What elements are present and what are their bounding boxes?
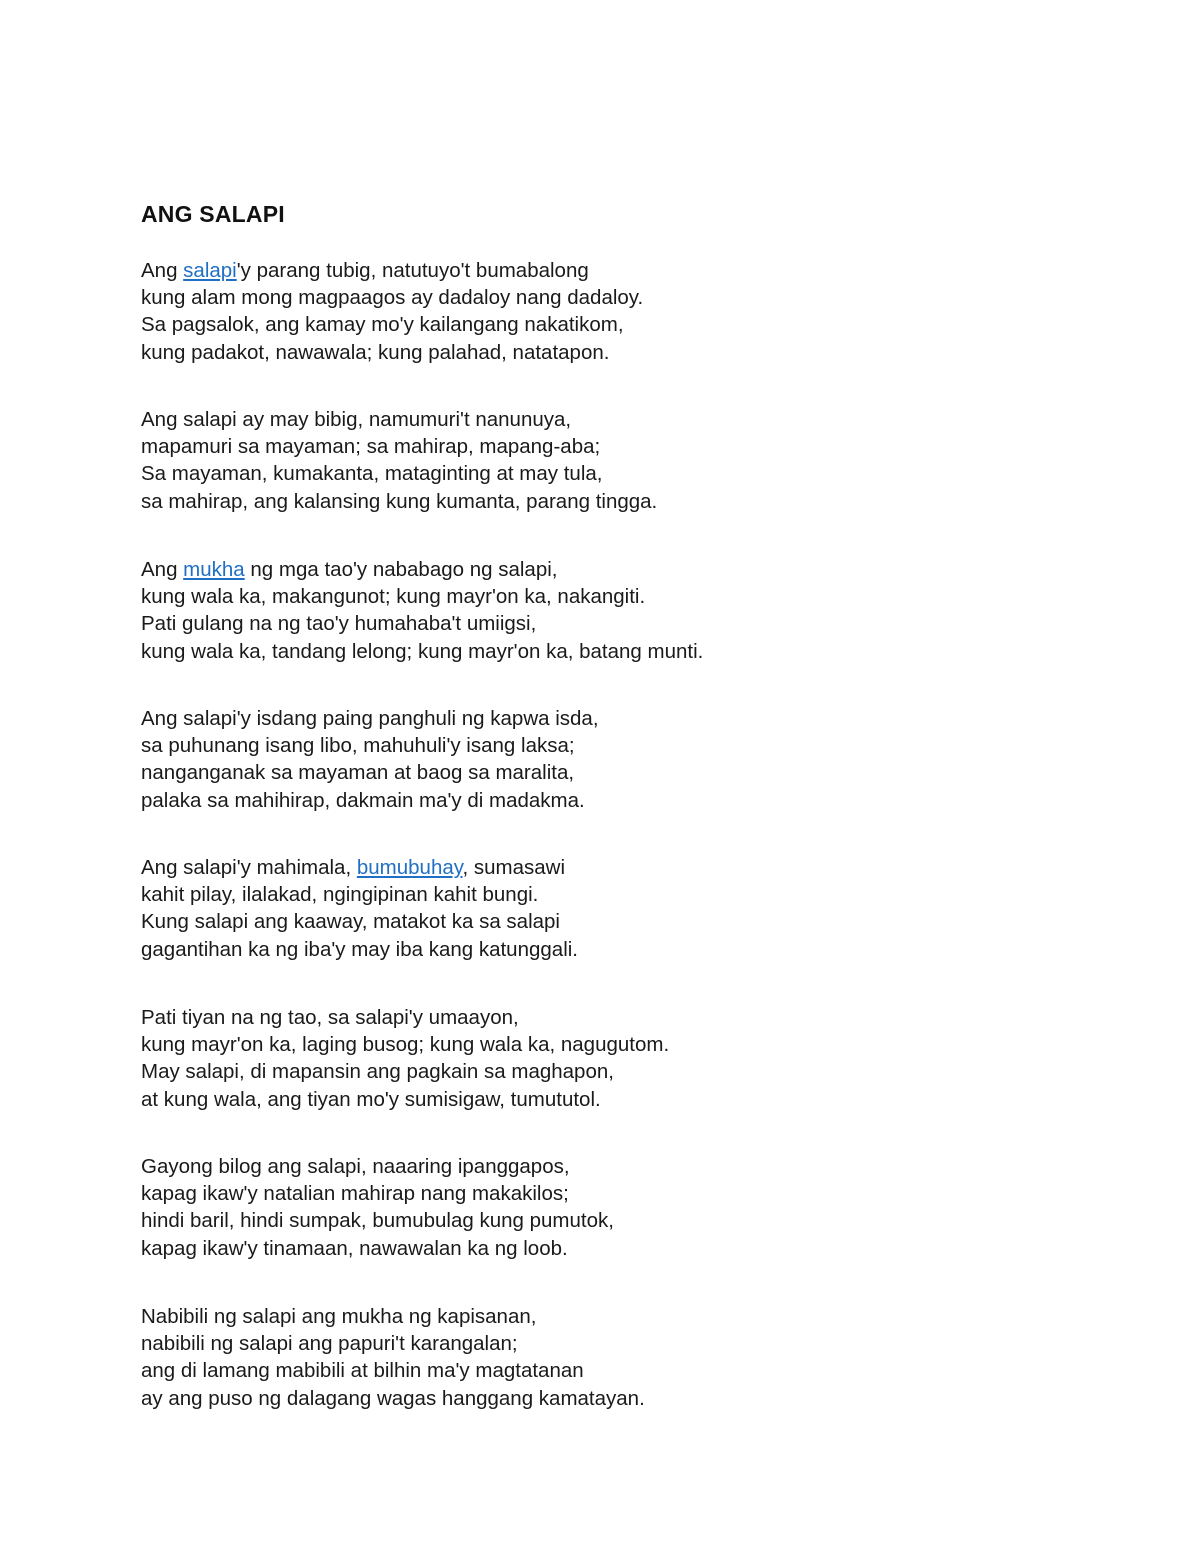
stanza-line: gagantihan ka ng iba'y may iba kang katunggali. xyxy=(141,937,578,961)
stanza-line: Nabibili ng salapi ang mukha ng kapisanan, xyxy=(141,1305,537,1328)
stanza-line: kahit pilay, ilalakad, ngingipinan kahit bungi. xyxy=(141,883,539,907)
poem-title: ANG SALAPI xyxy=(141,201,285,227)
stanza-line: Ang mukha ng mga tao'y nababago ng salapi, xyxy=(141,558,558,581)
stanza-line: kapag ikaw'y tinamaan, nawawalan ka ng loob. xyxy=(141,1236,568,1260)
mukha-link[interactable]: mukha xyxy=(183,558,245,581)
stanza-8 xyxy=(141,1303,645,1412)
bumubuhay-link[interactable]: bumubuhay xyxy=(356,856,463,879)
stanza-line: Ang salapi'y mahimala, bumubuhay, sumasawi xyxy=(141,856,566,879)
stanza-line: May salapi, di mapansin ang pagkain sa maghapon, xyxy=(141,1060,614,1084)
stanza-line: Kung salapi ang kaaway, matakot ka sa salapi xyxy=(141,910,560,934)
stanza-line: kung wala ka, makangunot; kung mayr'on ka, nakangiti. xyxy=(141,585,646,609)
stanza-1 xyxy=(141,257,643,366)
stanza-line: nanganganak sa mayaman at baog sa maralita, xyxy=(141,761,575,785)
stanza-line: nabibili ng salapi ang papuri't karangalan; xyxy=(141,1332,518,1356)
stanza-6 xyxy=(141,1004,669,1113)
stanza-line: ay ang puso ng dalagang wagas hanggang kamatayan. xyxy=(141,1386,645,1410)
stanza-line: Sa mayaman, kumakanta, mataginting at may tula, xyxy=(141,462,603,486)
stanza-2 xyxy=(141,406,657,515)
stanza-line: sa puhunang isang libo, mahuhuli'y isang laksa; xyxy=(141,734,575,758)
stanza-7 xyxy=(141,1153,614,1262)
stanza-line: ang di lamang mabibili at bilhin ma'y magtatanan xyxy=(141,1359,584,1383)
stanza-line: Ang salapi ay may bibig, namumuri't nanunuya, xyxy=(141,408,572,431)
stanza-4 xyxy=(141,705,599,814)
stanza-line: Pati gulang na ng tao'y humahaba't umiigsi, xyxy=(141,612,537,636)
stanza-line: kung padakot, nawawala; kung palahad, natatapon. xyxy=(141,340,610,364)
stanza-line: sa mahirap, ang kalansing kung kumanta, parang tingga. xyxy=(141,489,658,513)
stanza-line: palaka sa mahihirap, dakmain ma'y di madakma. xyxy=(141,788,585,812)
stanza-3 xyxy=(141,556,703,665)
stanza-line: hindi baril, hindi sumpak, bumubulag kung pumutok, xyxy=(141,1209,614,1233)
stanza-5 xyxy=(141,854,578,963)
stanza-line: Ang salapi'y parang tubig, natutuyo't bumabalong xyxy=(141,259,589,282)
stanza-line: kapag ikaw'y natalian mahirap nang makakilos; xyxy=(141,1182,569,1206)
salapi-link[interactable]: salapi xyxy=(183,259,237,282)
stanza-line: Sa pagsalok, ang kamay mo'y kailangang nakatikom, xyxy=(141,313,624,337)
stanza-line: at kung wala, ang tiyan mo'y sumisigaw, tumututol. xyxy=(141,1087,601,1111)
stanza-line: mapamuri sa mayaman; sa mahirap, mapang-aba; xyxy=(141,435,601,459)
stanza-line: kung wala ka, tandang lelong; kung mayr'on ka, batang munti. xyxy=(141,639,704,663)
stanza-line: Gayong bilog ang salapi, naaaring ipanggapos, xyxy=(141,1155,570,1178)
stanza-line: Ang salapi'y isdang paing panghuli ng kapwa isda, xyxy=(141,707,599,730)
stanza-line: kung mayr'on ka, laging busog; kung wala ka, nagugutom. xyxy=(141,1033,670,1057)
stanza-line: kung alam mong magpaagos ay dadaloy nang dadaloy. xyxy=(141,286,644,310)
stanza-line: Pati tiyan na ng tao, sa salapi'y umaayon, xyxy=(141,1006,519,1029)
